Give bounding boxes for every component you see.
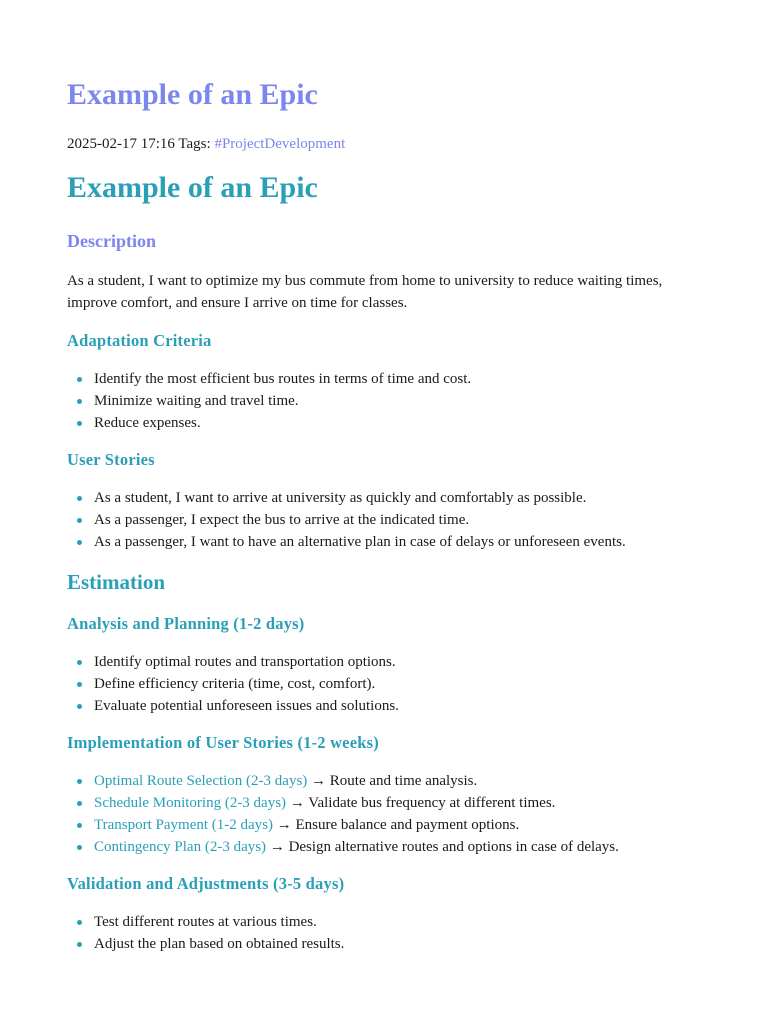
epic-heading: Example of an Epic	[67, 171, 318, 204]
schedule-monitoring-link[interactable]: Schedule Monitoring (2-3 days)	[94, 795, 287, 811]
tag-link[interactable]: #ProjectDevelopment	[214, 136, 346, 152]
validation-list	[67, 911, 707, 955]
bullet-icon	[77, 823, 82, 828]
bullet-icon	[77, 942, 82, 947]
bullet-icon	[77, 682, 82, 687]
validation-heading: Validation and Adjustments (3-5 days)	[67, 874, 345, 893]
implementation-heading: Implementation of User Stories (1-2 weeks)	[67, 733, 379, 752]
adaptation-criteria-heading: Adaptation Criteria	[67, 331, 212, 350]
user-stories-heading: User Stories	[67, 450, 155, 469]
bullet-icon	[77, 660, 82, 665]
bullet-icon	[77, 496, 82, 501]
transport-payment-link[interactable]: Transport Payment (1-2 days)	[94, 817, 274, 833]
analysis-planning-list	[67, 651, 707, 717]
list-item: Schedule Monitoring (2-3 days) → Validate bus frequency at different times.	[67, 792, 707, 814]
analysis-planning-heading: Analysis and Planning (1-2 days)	[67, 614, 305, 633]
list-item: Define efficiency criteria (time, cost, comfort).	[67, 673, 707, 695]
list-item: Identify optimal routes and transportation options.	[67, 651, 707, 673]
list-item: Test different routes at various times.	[67, 911, 707, 933]
description-text: As a student, I want to optimize my bus commute from home to university to reduce waiting times, improve comfort, and ensure I arrive on time for classes.	[67, 273, 663, 311]
date-stamp: 2025-02-17 17:16	[67, 136, 175, 152]
list-item: Minimize waiting and travel time.	[67, 390, 707, 412]
document-title: Example of an Epic	[67, 78, 318, 111]
metadata-line	[67, 136, 345, 153]
contingency-plan-link[interactable]: Contingency Plan (2-3 days)	[94, 839, 267, 855]
list-item: Adjust the plan based on obtained results.	[67, 933, 707, 955]
list-item: As a passenger, I expect the bus to arrive at the indicated time.	[67, 509, 707, 531]
bullet-icon	[77, 518, 82, 523]
implementation-list	[67, 770, 707, 858]
tags-label: Tags:	[178, 136, 211, 152]
list-item: Contingency Plan (2-3 days) → Design alternative routes and options in case of delays.	[67, 836, 707, 858]
bullet-icon	[77, 704, 82, 709]
list-item: Evaluate potential unforeseen issues and solutions.	[67, 695, 707, 717]
list-item: Transport Payment (1-2 days) → Ensure balance and payment options.	[67, 814, 707, 836]
list-item: Reduce expenses.	[67, 412, 707, 434]
bullet-icon	[77, 845, 82, 850]
adaptation-criteria-list	[67, 368, 707, 434]
bullet-icon	[77, 540, 82, 545]
list-item: As a passenger, I want to have an alternative plan in case of delays or unforeseen events.	[67, 531, 707, 553]
list-item: Identify the most efficient bus routes in terms of time and cost.	[67, 368, 707, 390]
user-stories-list	[67, 487, 707, 553]
optimal-route-link[interactable]: Optimal Route Selection (2-3 days)	[94, 773, 308, 789]
list-item: As a student, I want to arrive at university as quickly and comfortably as possible.	[67, 487, 707, 509]
bullet-icon	[77, 801, 82, 806]
list-item: Optimal Route Selection (2-3 days) → Route and time analysis.	[67, 770, 707, 792]
bullet-icon	[77, 920, 82, 925]
description-heading: Description	[67, 231, 156, 251]
estimation-heading: Estimation	[67, 570, 166, 594]
bullet-icon	[77, 399, 82, 404]
bullet-icon	[77, 421, 82, 426]
bullet-icon	[77, 377, 82, 382]
bullet-icon	[77, 779, 82, 784]
